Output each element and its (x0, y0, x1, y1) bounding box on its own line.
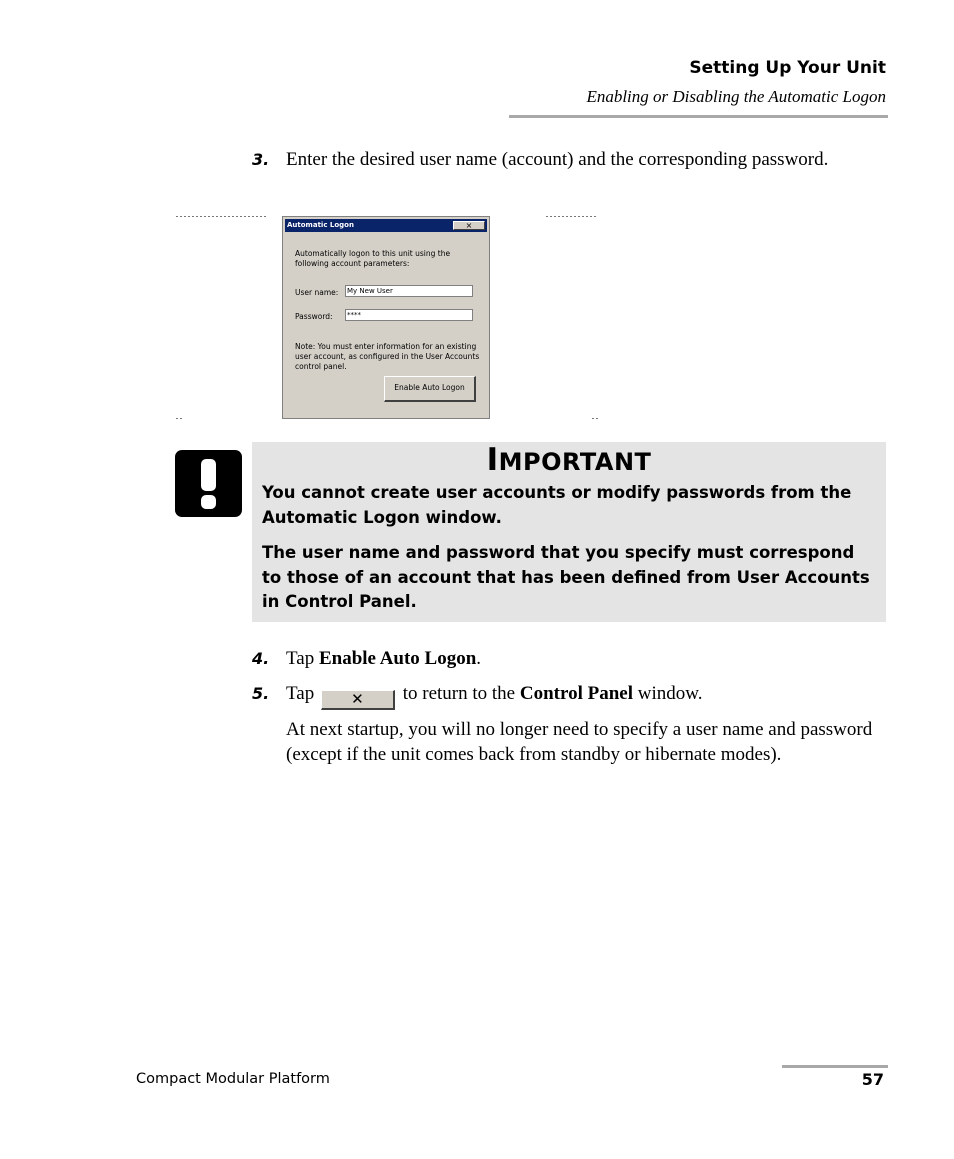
step-bold-text: Control Panel (519, 683, 633, 704)
page-number: 57 (861, 1070, 884, 1089)
close-button-icon: ✕ (321, 690, 395, 710)
dialog-title: Automatic Logon (287, 221, 354, 229)
step-text: Tap (286, 683, 315, 704)
exclamation-icon (175, 450, 242, 517)
important-paragraph-2: The user name and password that you specify must correspond to those of an account that has been defined from User Accounts in Control Panel. (262, 543, 870, 611)
dialog-titlebar (285, 219, 487, 232)
section-title: Setting Up Your Unit (689, 58, 886, 78)
step-3 (252, 147, 862, 172)
screenshot-edge (176, 418, 182, 419)
step-number: 5. (252, 684, 270, 703)
important-box (252, 442, 886, 622)
username-label: User name: (295, 288, 339, 297)
important-heading-rest: MPORTANT (498, 448, 652, 476)
subsection-title: Enabling or Disabling the Automatic Logon (586, 87, 886, 106)
screenshot-edge (592, 418, 598, 419)
important-paragraph-1: You cannot create user accounts or modify passwords from the Automatic Logon window. (262, 483, 852, 527)
step-4 (252, 646, 862, 671)
footer-product: Compact Modular Platform (136, 1071, 330, 1087)
username-input[interactable]: My New User (345, 285, 473, 297)
screenshot-edge (176, 216, 268, 217)
step-bold-text: Enable Auto Logon (318, 648, 477, 669)
dialog-note: Note: You must enter information for an existing user account, as configured in the User Accounts control panel. (295, 342, 480, 371)
important-heading (252, 442, 886, 478)
step-number: 4. (252, 649, 270, 668)
header-rule (509, 115, 888, 118)
step-text: Tap (286, 648, 319, 669)
enable-auto-logon-button[interactable]: Enable Auto Logon (384, 376, 476, 402)
step-number: 3. (252, 150, 270, 169)
password-input[interactable]: **** (345, 309, 473, 321)
step-text-suffix: . (476, 648, 482, 669)
automatic-logon-dialog (282, 216, 490, 419)
step-text-suffix: window. (632, 683, 703, 704)
password-label: Password: (295, 312, 333, 321)
footer-rule (782, 1065, 888, 1068)
dialog-intro: Automatically logon to this unit using the following account parameters: (295, 249, 451, 268)
step-text: Enter the desired user name (account) and the corresponding password. (286, 149, 829, 170)
step-5 (252, 681, 862, 710)
step-text-middle: to return to the (402, 683, 520, 704)
screenshot-edge (546, 216, 598, 217)
important-heading-initial: I (486, 442, 499, 478)
close-icon[interactable]: × (453, 221, 485, 230)
startup-note: At next startup, you will no longer need to specify a user name and password (except if the unit comes back from standby or hibernate modes). (286, 719, 873, 765)
